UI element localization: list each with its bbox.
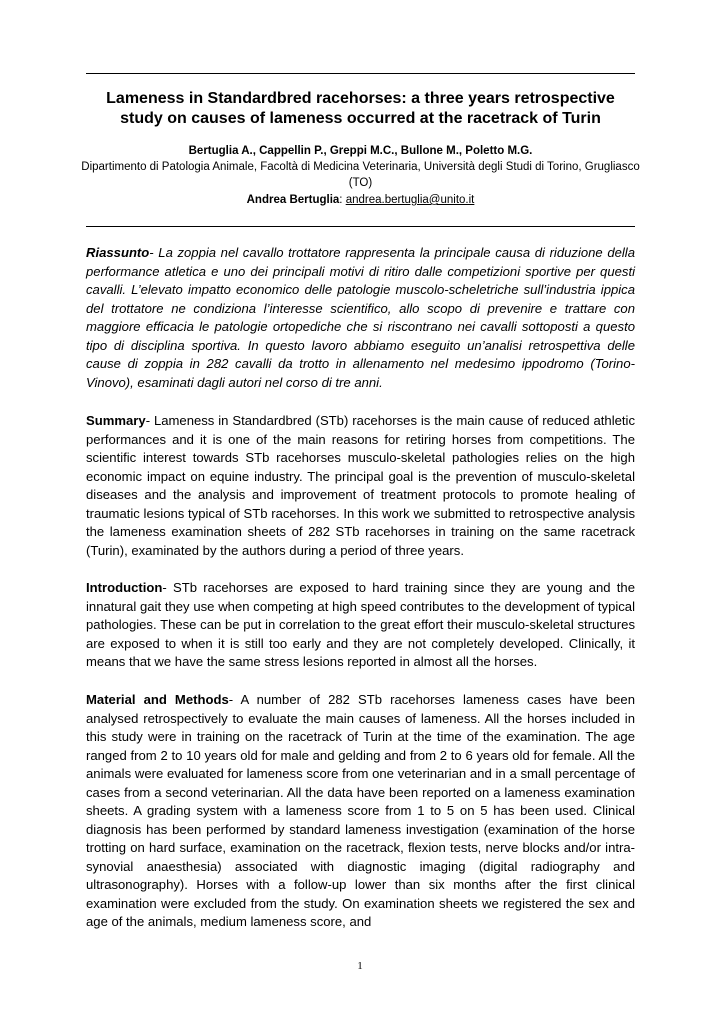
riassunto-paragraph — [86, 244, 635, 392]
introduction-heading: Introduction — [86, 580, 163, 595]
correspondence-separator: : — [339, 194, 346, 206]
summary-text: - Lameness in Standardbred (STb) racehorses is the main cause of reduced athletic performances and it is one of the main reasons for retiring horses from competitions. The scientific interest towards STb racehorses musculo-skeletal pathologies relies on the high economic impact on equine industry. The principal goal is the prevention of musculo-skeletal diseases and the analysis and improvement of treatment protocols to promote healing of traumatic lesions typical of STb racehorses. In this work we submitted to retrospective analysis the lameness examination sheets of 282 STb racehorses in training on the same racetrack (Turin), examinated by the authors during a period of three years. — [86, 413, 635, 558]
introduction-paragraph — [86, 579, 635, 672]
top-rule — [86, 73, 635, 74]
affiliation: Dipartimento di Patologia Animale, Facoltà di Medicina Veterinaria, Università degli Studi di Torino, Grugliasco (TO) — [81, 161, 640, 189]
header-bottom-rule — [86, 226, 635, 227]
riassunto-heading: Riassunto — [86, 245, 150, 260]
paper-title: Lameness in Standardbred racehorses: a three years retrospective study on causes of lameness occurred at the racetrack of Turin — [106, 90, 615, 127]
summary-paragraph — [86, 412, 635, 560]
summary-heading: Summary — [86, 413, 146, 428]
author-list: Bertuglia A., Cappellin P., Greppi M.C., Bullone M., Poletto M.G. — [188, 145, 533, 157]
correspondence-line — [86, 193, 635, 207]
methods-heading: Material and Methods — [86, 692, 229, 707]
page-number: 1 — [357, 960, 363, 972]
email-link[interactable]: andrea.bertuglia@unito.it — [345, 194, 475, 206]
methods-paragraph — [86, 691, 635, 932]
introduction-text: - STb racehorses are exposed to hard training since they are young and the innatural gait they use when competing at high speed contributes to the development of typical pathologies. These can be put in correlation to the great effort their musculo-skeletal structures are exposed to when it is still too early and they are not completely developed. Clinically, it means that we have the same stress lesions reported in almost all the horses. — [86, 580, 635, 669]
riassunto-text: - La zoppia nel cavallo trottatore rappresenta la principale causa di riduzione della performance atletica e uno dei principali motivi di ritiro dalle competizioni sportive per questi cavalli. L’elevato impatto economico delle patologie muscolo-scheletriche sull’industria ippica del trottatore ne condiziona l’interesse scientifico, allo scopo di prevenire e trattare con maggiore efficacia le patologie ortopediche che si riscontrano nei cavalli sottoposti a questo tipo di disciplina sportiva. In questo lavoro abbiamo eseguito un’analisi retrospettiva delle cause di zoppia in 282 cavalli da trotto in allenamento nel medesimo ippodromo (Torino-Vinovo), esaminati dagli autori nel corso di tre anni. — [86, 245, 635, 390]
corresponding-author: Andrea Bertuglia — [246, 194, 340, 206]
methods-text: - A number of 282 STb racehorses lameness cases have been analysed retrospectively to evaluate the main causes of lameness. All the horses included in this study were in training on the racetrack of Turin at the time of the examination. The age ranged from 2 to 10 years old for male and gelding and from 2 to 6 years old for female. All the animals were evaluated for lameness score from one veterinarian and in a small percentage of cases from a second veterinarian. All the data have been reported on a lameness examination sheets. A grading system with a lameness score from 1 to 5 on 5 has been used. Clinical diagnosis has been performed by standard lameness investigation (examination of the horse trotting on hard surface, examination on the racetrack, flexion tests, nerve blocks and/or intra-synovial anaesthesia) associated with diagnostic imaging (digital radiography and ultrasonography). Horses with a follow-up lower than six months after the first clinical examination were excluded from the study. On examination sheets we registered the sex and age of the animals, medium lameness score, and — [86, 692, 635, 929]
